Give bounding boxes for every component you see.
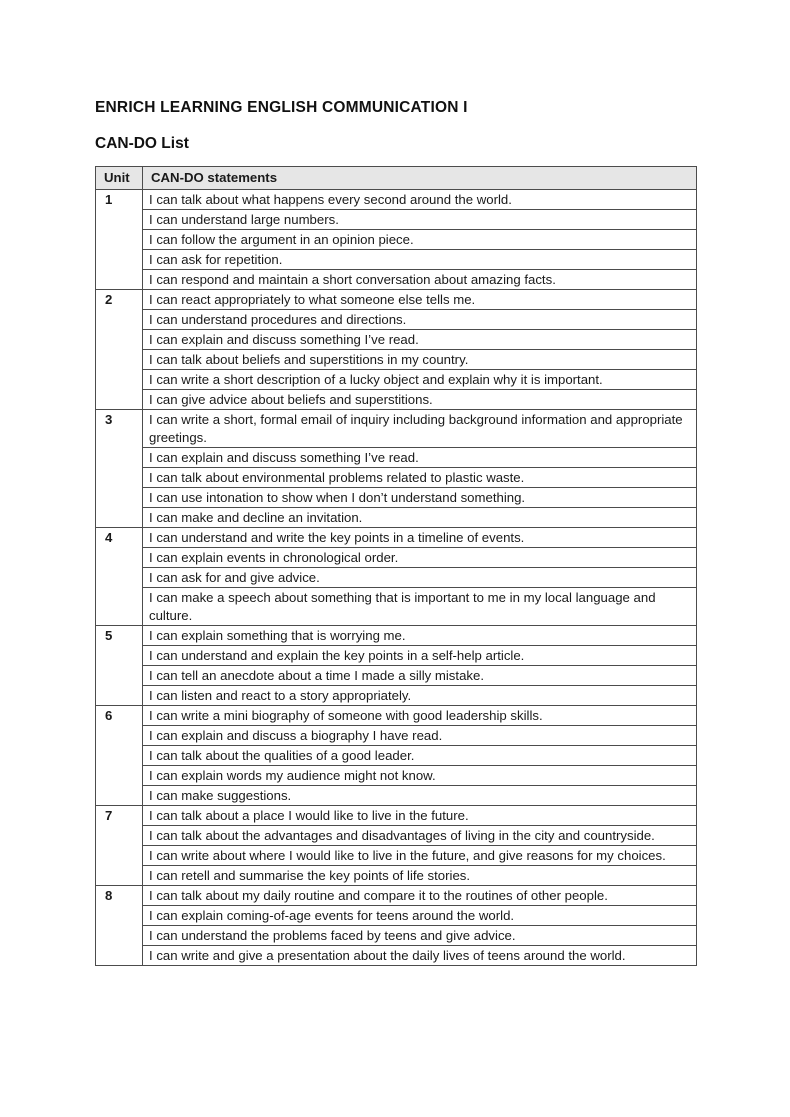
statement-cell: I can talk about the advantages and disadvantages of living in the city and countryside. <box>143 826 697 846</box>
table-row <box>96 926 697 946</box>
unit-column-header: Unit <box>96 167 143 190</box>
table-row <box>96 588 697 626</box>
table-row <box>96 686 697 706</box>
unit-cell: 2 <box>96 290 143 410</box>
table-header-row <box>96 167 697 190</box>
table-row <box>96 846 697 866</box>
table-row <box>96 488 697 508</box>
table-row <box>96 906 697 926</box>
unit-cell: 3 <box>96 410 143 528</box>
statements-column-header: CAN-DO statements <box>143 167 697 190</box>
statement-cell: I can give advice about beliefs and superstitions. <box>143 390 697 410</box>
document-content <box>95 98 697 966</box>
table-row <box>96 410 697 448</box>
table-row <box>96 310 697 330</box>
statement-cell: I can write a short description of a lucky object and explain why it is important. <box>143 370 697 390</box>
statement-cell: I can write a mini biography of someone with good leadership skills. <box>143 706 697 726</box>
table-row <box>96 706 697 726</box>
table-row <box>96 786 697 806</box>
statement-cell: I can talk about the qualities of a good leader. <box>143 746 697 766</box>
statement-cell: I can understand the problems faced by teens and give advice. <box>143 926 697 946</box>
table-row <box>96 866 697 886</box>
statement-cell: I can talk about my daily routine and compare it to the routines of other people. <box>143 886 697 906</box>
table-row <box>96 230 697 250</box>
unit-cell: 7 <box>96 806 143 886</box>
statement-cell: I can understand large numbers. <box>143 210 697 230</box>
statement-cell: I can react appropriately to what someone else tells me. <box>143 290 697 310</box>
statement-cell: I can write and give a presentation about the daily lives of teens around the world. <box>143 946 697 966</box>
statement-cell: I can respond and maintain a short conversation about amazing facts. <box>143 270 697 290</box>
table-row <box>96 806 697 826</box>
table-row <box>96 646 697 666</box>
statement-cell: I can follow the argument in an opinion piece. <box>143 230 697 250</box>
table-row <box>96 528 697 548</box>
statement-cell: I can make suggestions. <box>143 786 697 806</box>
statement-cell: I can explain something that is worrying me. <box>143 626 697 646</box>
table-row <box>96 270 697 290</box>
statement-cell: I can write about where I would like to live in the future, and give reasons for my choices. <box>143 846 697 866</box>
statement-cell: I can make and decline an invitation. <box>143 508 697 528</box>
statement-cell: I can understand and write the key points in a timeline of events. <box>143 528 697 548</box>
table-row <box>96 190 697 210</box>
statement-cell: I can use intonation to show when I don’t understand something. <box>143 488 697 508</box>
table-row <box>96 568 697 588</box>
table-row <box>96 250 697 270</box>
table-row <box>96 666 697 686</box>
statement-cell: I can understand and explain the key points in a self-help article. <box>143 646 697 666</box>
statement-cell: I can write a short, formal email of inquiry including background information and appropriate greetings. <box>143 410 697 448</box>
page-title: ENRICH LEARNING ENGLISH COMMUNICATION I <box>95 99 468 116</box>
table-row <box>96 370 697 390</box>
statement-cell: I can ask for and give advice. <box>143 568 697 588</box>
unit-cell: 8 <box>96 886 143 966</box>
statement-cell: I can explain events in chronological order. <box>143 548 697 568</box>
table-row <box>96 290 697 310</box>
statement-cell: I can listen and react to a story appropriately. <box>143 686 697 706</box>
table-row <box>96 826 697 846</box>
cando-table <box>95 166 697 966</box>
table-row <box>96 626 697 646</box>
table-row <box>96 766 697 786</box>
page-subtitle: CAN-DO List <box>95 135 189 152</box>
unit-cell: 4 <box>96 528 143 626</box>
table-row <box>96 448 697 468</box>
statement-cell: I can explain and discuss a biography I have read. <box>143 726 697 746</box>
statement-cell: I can make a speech about something that is important to me in my local language and culture. <box>143 588 697 626</box>
statement-cell: I can explain coming-of-age events for teens around the world. <box>143 906 697 926</box>
table-row <box>96 886 697 906</box>
statement-cell: I can explain words my audience might not know. <box>143 766 697 786</box>
table-row <box>96 390 697 410</box>
table-row <box>96 746 697 766</box>
statement-cell: I can ask for repetition. <box>143 250 697 270</box>
statement-cell: I can explain and discuss something I’ve read. <box>143 448 697 468</box>
unit-cell: 5 <box>96 626 143 706</box>
table-row <box>96 468 697 488</box>
statement-cell: I can talk about a place I would like to live in the future. <box>143 806 697 826</box>
statement-cell: I can talk about environmental problems related to plastic waste. <box>143 468 697 488</box>
unit-cell: 6 <box>96 706 143 806</box>
statement-cell: I can talk about what happens every second around the world. <box>143 190 697 210</box>
statement-cell: I can talk about beliefs and superstitions in my country. <box>143 350 697 370</box>
table-row <box>96 946 697 966</box>
statement-cell: I can retell and summarise the key points of life stories. <box>143 866 697 886</box>
statement-cell: I can understand procedures and directions. <box>143 310 697 330</box>
table-row <box>96 508 697 528</box>
table-row <box>96 726 697 746</box>
statement-cell: I can explain and discuss something I’ve read. <box>143 330 697 350</box>
table-row <box>96 210 697 230</box>
table-row <box>96 330 697 350</box>
table-row <box>96 548 697 568</box>
unit-cell: 1 <box>96 190 143 290</box>
statement-cell: I can tell an anecdote about a time I made a silly mistake. <box>143 666 697 686</box>
table-row <box>96 350 697 370</box>
